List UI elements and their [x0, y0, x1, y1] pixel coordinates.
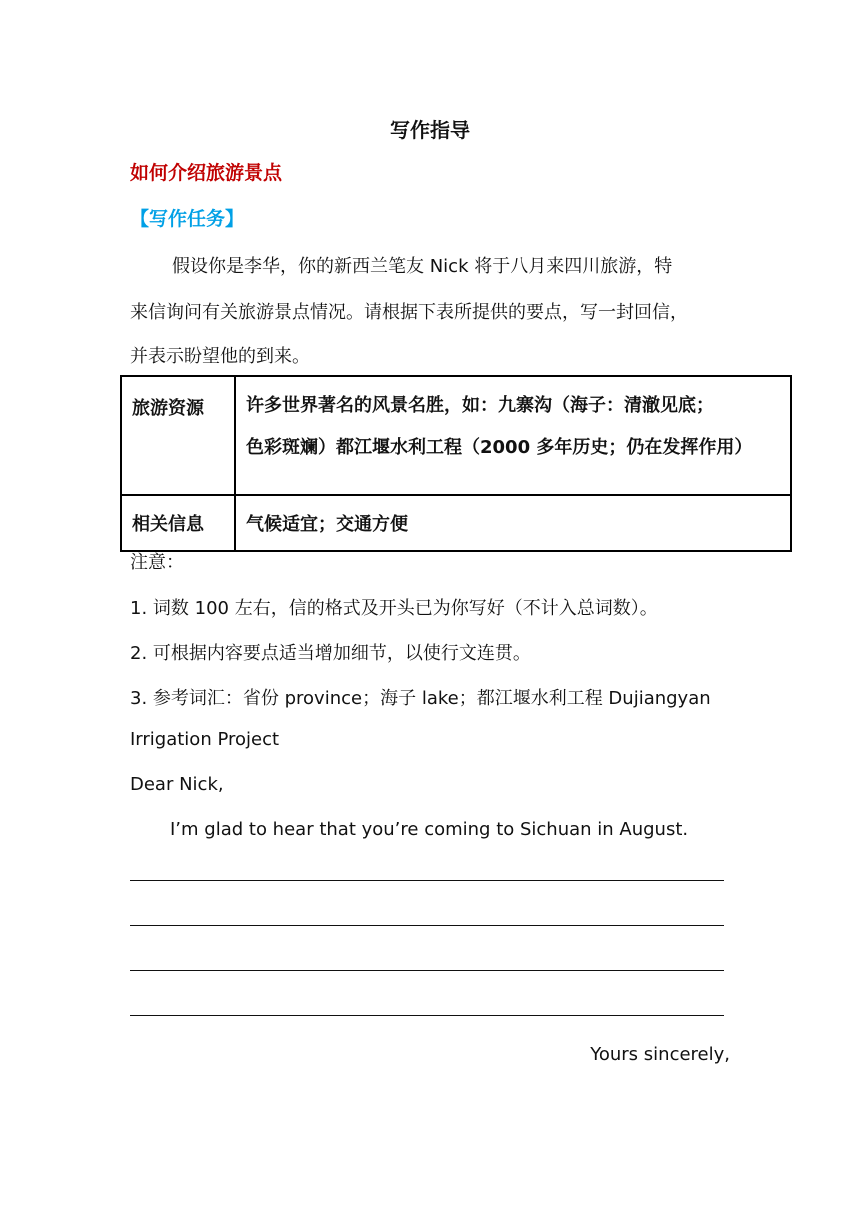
letter-closing: Yours sincerely, [590, 1044, 730, 1065]
writing-line[interactable] [130, 880, 724, 881]
table-row [121, 495, 791, 551]
notes-heading: 注意： [130, 552, 184, 573]
table-cell-line: 色彩斑斓）都江堰水利工程（2000 多年历史；仍在发挥作用） [246, 437, 753, 458]
info-table [120, 375, 792, 552]
table-row-content: 气候适宜；交通方便 [235, 495, 791, 551]
table-cell-line: 许多世界著名的风景名胜，如：九寨沟（海子：清澈见底； [246, 395, 714, 416]
note-item: 2. 可根据内容要点适当增加细节，以使行文连贯。 [130, 643, 531, 664]
table-row-label: 旅游资源 [121, 376, 235, 495]
section-heading: 【写作任务】 [130, 208, 245, 230]
page-title: 写作指导 [390, 118, 470, 142]
writing-line[interactable] [130, 1015, 724, 1016]
writing-line[interactable] [130, 925, 724, 926]
note-item: 3. 参考词汇：省份 province；海子 lake；都江堰水利工程 Dujiangyan [130, 688, 711, 709]
task-line-1: 假设你是李华，你的新西兰笔友 Nick 将于八月来四川旅游，特 [172, 256, 673, 277]
table-row [121, 376, 791, 495]
table-row-content [235, 376, 791, 495]
task-line-3: 并表示盼望他的到来。 [130, 346, 310, 367]
task-line-2: 来信询问有关旅游景点情况。请根据下表所提供的要点，写一封回信， [130, 302, 688, 323]
letter-salutation: Dear Nick, [130, 774, 224, 795]
letter-opening: I’m glad to hear that you’re coming to Sichuan in August. [170, 819, 689, 840]
lesson-heading: 如何介绍旅游景点 [130, 162, 283, 184]
writing-line[interactable] [130, 970, 724, 971]
table-row-label: 相关信息 [121, 495, 235, 551]
note-item: Irrigation Project [130, 729, 280, 750]
note-item: 1. 词数 100 左右，信的格式及开头已为你写好（不计入总词数）。 [130, 598, 658, 619]
